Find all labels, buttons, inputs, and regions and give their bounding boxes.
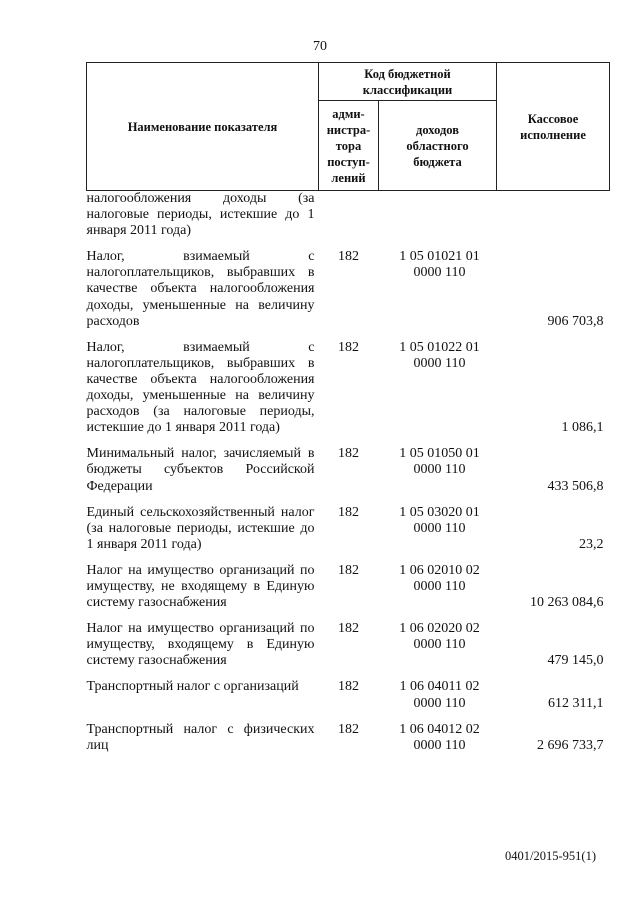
cash-execution-cell: 906 703,8 bbox=[547, 313, 604, 329]
table-row bbox=[87, 436, 610, 494]
indicator-name-cell: Налог, взимаемый с налогоплательщиков, выбравших в качестве объекта налогообложения доходы, уменьшенные на величину расходов bbox=[86, 249, 315, 329]
table-row bbox=[87, 611, 610, 669]
administrator-code-cell: 182 bbox=[338, 446, 359, 462]
income-code-cell: 1 06 04012 02 0000 110 bbox=[399, 721, 480, 753]
header-revenue-administrator: адми- нистра- тора поступ- лений bbox=[319, 101, 379, 191]
header-budget-classification-code: Код бюджетной классификации bbox=[319, 63, 497, 101]
cash-execution-cell: 479 145,0 bbox=[547, 653, 604, 669]
indicator-name-cell: налогообложения доходы (за налоговые периоды, истекшие до 1 января 2011 года) bbox=[86, 191, 315, 239]
table-body bbox=[87, 191, 610, 754]
income-code-cell: 1 05 03020 01 0000 110 bbox=[399, 504, 480, 536]
cash-execution-cell: 23,2 bbox=[579, 536, 604, 552]
income-code-cell: 1 05 01050 01 0000 110 bbox=[399, 446, 480, 478]
budget-table bbox=[86, 62, 610, 754]
cash-execution-cell: 1 086,1 bbox=[561, 420, 604, 436]
indicator-name-cell: Налог на имущество организаций по имуществу, не входящему в Единую систему газоснабжения bbox=[86, 562, 315, 611]
table-row bbox=[87, 239, 610, 329]
income-code-cell: 1 06 04011 02 0000 110 bbox=[399, 679, 480, 711]
administrator-code-cell: 182 bbox=[338, 504, 359, 520]
indicator-name-cell: Транспортный налог с физических лиц bbox=[86, 721, 315, 753]
header-regional-budget-income: доходов областного бюджета bbox=[379, 101, 497, 191]
table-row bbox=[87, 712, 610, 754]
indicator-name-cell: Транспортный налог с организаций bbox=[86, 679, 299, 695]
page-number: 70 bbox=[313, 39, 327, 54]
administrator-code-cell: 182 bbox=[338, 679, 359, 695]
header-cash-execution: Кассовое исполнение bbox=[497, 63, 610, 191]
indicator-name-cell: Налог, взимаемый с налогоплательщиков, выбравших в качестве объекта налогообложения доходы, уменьшенные на величину расходов (за налоговые периоды, истекшие до 1 января 2011 года) bbox=[86, 339, 315, 436]
administrator-code-cell: 182 bbox=[338, 339, 359, 355]
administrator-code-cell: 182 bbox=[338, 621, 359, 637]
income-code-cell: 1 05 01022 01 0000 110 bbox=[399, 339, 480, 371]
administrator-code-cell: 182 bbox=[338, 721, 359, 737]
indicator-name-cell: Налог на имущество организаций по имуществу, входящему в Единую систему газоснабжения bbox=[86, 621, 315, 669]
administrator-code-cell: 182 bbox=[338, 249, 359, 265]
table-row bbox=[87, 191, 610, 240]
header-indicator-name: Наименование показателя bbox=[87, 63, 319, 191]
income-code-cell: 1 05 01021 01 0000 110 bbox=[399, 249, 480, 281]
cash-execution-cell: 433 506,8 bbox=[547, 478, 604, 494]
table-row bbox=[87, 669, 610, 711]
cash-execution-cell bbox=[497, 191, 610, 240]
cash-execution-cell: 612 311,1 bbox=[548, 695, 604, 711]
administrator-code-cell bbox=[319, 191, 379, 240]
income-code-cell: 1 06 02020 02 0000 110 bbox=[399, 621, 480, 653]
table-row bbox=[87, 495, 610, 553]
table-row bbox=[87, 553, 610, 611]
indicator-name-cell: Минимальный налог, зачисляемый в бюджеты субъектов Российской Федерации bbox=[86, 446, 315, 494]
document-code: 0401/2015-951(1) bbox=[505, 849, 596, 863]
indicator-name-cell: Единый сельскохозяйственный налог (за налоговые периоды, истекшие до 1 января 2011 года) bbox=[86, 504, 315, 552]
administrator-code-cell: 182 bbox=[338, 562, 359, 578]
cash-execution-cell: 2 696 733,7 bbox=[537, 737, 604, 753]
table-row bbox=[87, 330, 610, 437]
income-code-cell: 1 06 02010 02 0000 110 bbox=[399, 562, 480, 594]
income-code-cell bbox=[379, 191, 497, 240]
cash-execution-cell: 10 263 084,6 bbox=[530, 595, 604, 611]
table-header bbox=[87, 63, 610, 191]
